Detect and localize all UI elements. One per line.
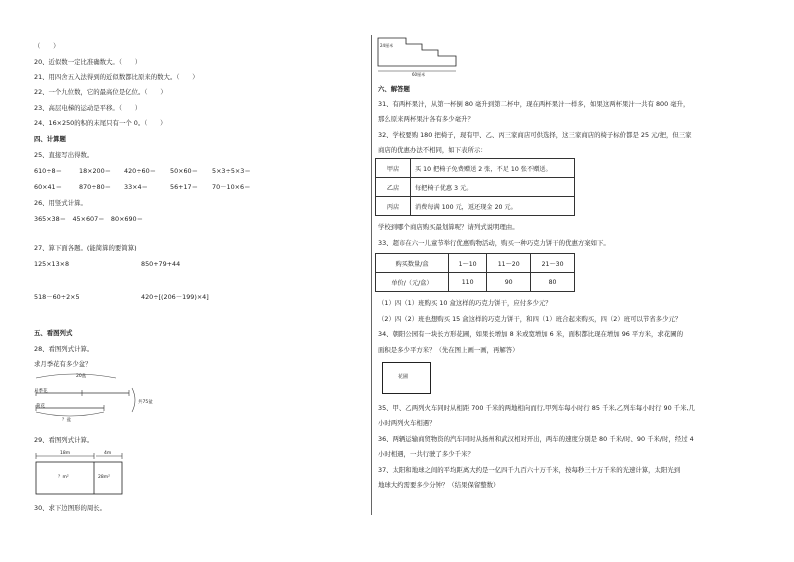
price-header: 购买数量/盒 [376, 254, 449, 273]
q37-line1: 37、太阳和地球之间的平均距离大约是一亿四千九百六十万千米，按每秒三十万千米的光速计算，太阳光到 [378, 466, 681, 474]
q28-bar-diagram [34, 372, 154, 422]
fig-label-24cm: 24厘米 [380, 43, 394, 48]
calc-item: 60×41＝ [34, 183, 63, 191]
table-row [376, 197, 575, 216]
shop-name: 乙店 [376, 178, 411, 197]
price-cell: 90 [487, 273, 531, 292]
q25: 25、直接写出得数。 [34, 151, 94, 159]
q28-label-total: 共75盆 [138, 400, 153, 405]
table-row [376, 254, 575, 273]
calc-item: 33×4＝ [124, 183, 148, 191]
q27-item: 850+79+44 [141, 260, 181, 268]
shop-offer: 消费每满 100 元，返还现金 20 元。 [411, 197, 575, 216]
q36-line2: 小时相遇，一共行驶了多少千米？ [378, 450, 474, 458]
q27-item: 420÷[(206－199)×4] [141, 293, 209, 301]
table-row [376, 159, 575, 178]
price-header: 11～20 [487, 254, 531, 273]
q32-ask: 学校到哪个商店购买最划算呢？请列式说明理由。 [378, 223, 519, 231]
price-cell: 80 [531, 273, 575, 292]
fig-label-60cm: 60厘米 [412, 72, 426, 77]
q29-label-18m: 18m [60, 451, 71, 456]
q33-part1: （1）四（1）班购买 10 盒这样的巧克力饼干，应付多少元？ [378, 299, 552, 307]
q22: 22、一个九位数，它的最高位是亿位。（ ） [34, 88, 167, 96]
q29-label-unknown: ？m² [58, 475, 69, 480]
price-cell: 110 [449, 273, 487, 292]
column-divider [371, 35, 372, 515]
shop-offer: 买 10 把椅子免费赠送 2 张，不足 10 张不赠送。 [411, 159, 575, 178]
section-5-title: 五、看图列式 [34, 329, 73, 337]
q29-label-28: 28m² [98, 475, 110, 480]
garden-rectangle [382, 362, 431, 394]
q32-line2: 商店的优惠办法不相同，如下表所示： [378, 146, 487, 154]
garden-label: 花圃 [398, 374, 409, 380]
q32-line1: 32、学校要购 180 把椅子，现有甲、乙、丙三家商店可供选择，这三家商店的椅子标价都是 25 元/把，但三家 [378, 131, 692, 139]
shop-offer-table [375, 158, 575, 216]
calc-item: 420÷60＝ [124, 167, 157, 175]
q27: 27、算下面各题。(能简算的要简算) [34, 244, 137, 252]
q33: 33、超市在六一儿童节举行优惠购物活动，购买一种巧克力饼干的优惠方案如下。 [378, 239, 610, 247]
price-cell: 单价/（元/盒） [376, 273, 449, 292]
calc-item: 870÷80＝ [79, 183, 112, 191]
section-6-title: 六、解答题 [378, 85, 410, 93]
q35-line1: 35、甲、乙两列火车同时从相距 700 千米的两地相向而行,甲列车每小时行 85 千米,乙列车每小时行 90 千米,几 [378, 404, 695, 412]
q24: 24、16×250的积的末尾只有一个 0。（ ） [34, 119, 167, 127]
q26: 26、用竖式计算。 [34, 199, 87, 207]
table-row [376, 273, 575, 292]
q27-item: 518－60÷2×5 [34, 293, 80, 301]
calc-item: 56+17＝ [170, 183, 199, 191]
calc-item: 50×60＝ [170, 167, 199, 175]
q30: 30、求下边图形的周长。 [34, 504, 107, 512]
calc-item: 5×3÷5×3＝ [212, 167, 251, 175]
q34-line1: 34、朝阳公园有一块长方形花圃，如果长增加 8 米或宽增加 6 米，面积都比现在增加 96 平方米，求花圃的 [378, 330, 683, 338]
q28-label-20: 20盆 [76, 374, 87, 379]
section-4-title: 四、计算题 [34, 135, 66, 143]
q34-line2: 面积是多少平方米？（先在图上画一画，再解答） [378, 346, 519, 354]
q27-item: 125×13×8 [34, 260, 70, 268]
calc-item: 610÷8＝ [34, 167, 63, 175]
q29-area-diagram [34, 450, 134, 498]
q19-tail: （ ） [34, 42, 60, 50]
shop-name: 丙店 [376, 197, 411, 216]
q29: 29、看图列式计算。 [34, 436, 94, 444]
q28: 28、看图列式计算。 [34, 345, 94, 353]
shop-offer: 每把椅子优惠 3 元。 [411, 178, 575, 197]
q35-line2: 小时两列火车相遇？ [378, 419, 436, 427]
q26-items: 365×38＝ 45×607＝ 80×690＝ [34, 215, 144, 223]
q28-label-rose: 月季花 [34, 389, 48, 394]
q21: 21、用四舍五入法得到的近似数都比原来的数大。（ ） [34, 73, 199, 81]
q29-label-4m: 4m [104, 451, 112, 456]
q28-label-chrysanthemum: 菊花 [36, 404, 45, 409]
q28-label-question: ？盆 [62, 418, 71, 423]
calc-item: 18×200＝ [79, 167, 112, 175]
shop-name: 甲店 [376, 159, 411, 178]
q31-line2: 那么原来两杯果汁各有多少毫升？ [378, 115, 474, 123]
q37-line2: 地球大约需要多少分钟？（结果保留整数） [378, 481, 500, 489]
q36-line1: 36、两辆运输商贸物资的汽车同时从扬州和武汉相对开出，两车的速度分别是 80 千米/时、90 千米/时，经过 4 [378, 435, 694, 443]
q28-ask: 求月季花有多少盆？ [34, 360, 92, 368]
q23: 23、高层电梯的运动是平移。（ ） [34, 104, 142, 112]
q31-line1: 31、有两杯果汁，从第一杯倒 80 毫升到第二杯中，现在两杯果汁一样多，如果这两杯果汁一共有 800 毫升， [378, 100, 690, 108]
q33-part2: （2）四（2）班也想购买 15 盒这样的巧克力饼干，和四（1）班合起来购买，四（2）班可以节省多少元？ [378, 315, 682, 323]
table-row [376, 178, 575, 197]
calc-item: 70－10×6＝ [212, 183, 251, 191]
price-header: 1～10 [449, 254, 487, 273]
q20: 20、近似数一定比准确数大。（ ） [34, 58, 142, 66]
price-header: 21～30 [531, 254, 575, 273]
price-table [375, 253, 575, 292]
